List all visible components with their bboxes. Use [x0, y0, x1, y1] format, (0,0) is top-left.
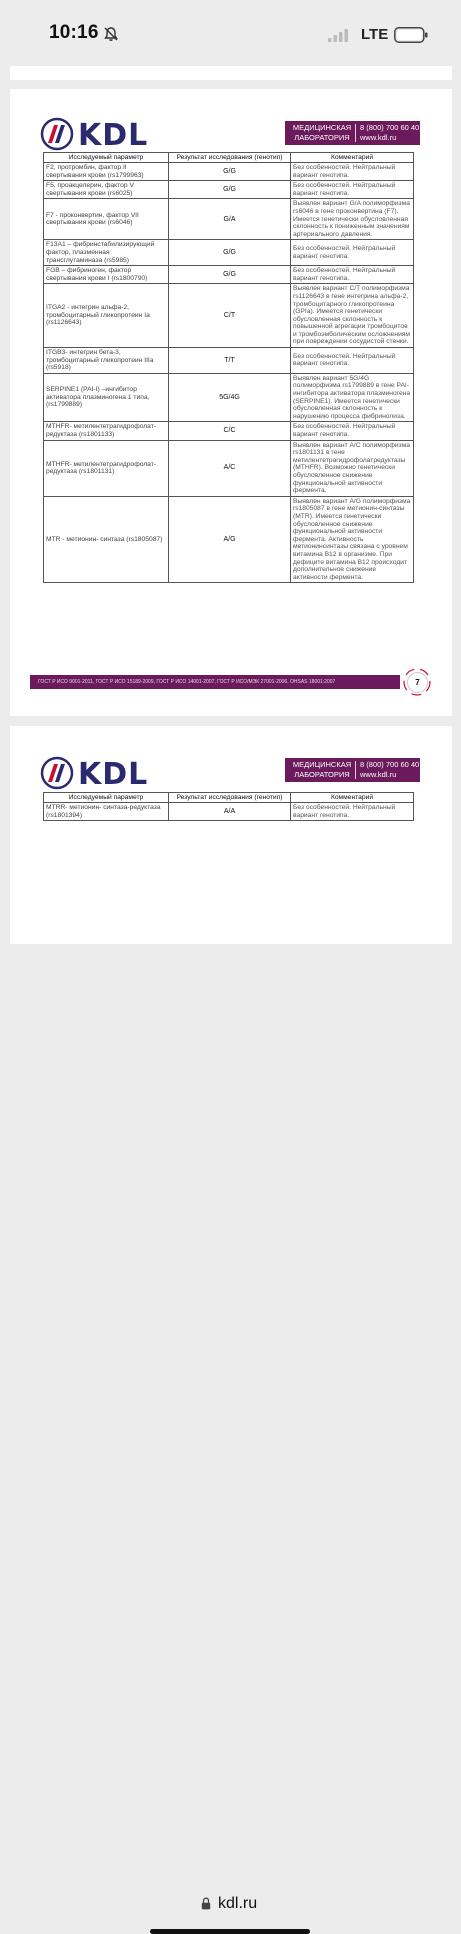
signal-icon [328, 29, 348, 42]
table-row [44, 348, 414, 374]
comment-cell: Без особенностей. Нейтральный вариант генотипа. [291, 163, 414, 181]
divider [355, 761, 356, 779]
browser-address-bar[interactable] [0, 944, 461, 1912]
column-header: Результат исследования (генотип) [169, 793, 291, 803]
battery-icon [394, 27, 428, 43]
param-cell: MTHFR- метилентетрагидрофолат-редуктаза (rs1801131) [44, 440, 169, 496]
lab-contacts [360, 760, 420, 780]
result-cell: C/T [169, 284, 291, 348]
param-cell: MTRR- метионин- синтаза-редуктаза (rs1801394) [44, 803, 169, 821]
lock-icon [201, 1897, 211, 1910]
document-page-previous [10, 66, 452, 80]
comment-cell: Без особенностей. Нейтральный вариант генотипа. [291, 803, 414, 821]
comment-cell: Без особенностей. Нейтральный вариант генотипа. [291, 266, 414, 284]
logo-text: KDL [78, 757, 149, 792]
param-cell: F5, проакцелерин, фактор V свертывания крови (rs6025) [44, 181, 169, 199]
status-time: 10:16 [49, 22, 99, 43]
document-page[interactable] [10, 89, 452, 716]
footer-standards: ГОСТ Р ИСО 9001-2011, ГОСТ Р ИСО 15189-2009, ГОСТ Р ИСО 14001-2007, ГОСТ Р ИСО/МЭК 27001-2006, OHSAS 18001:2007 [30, 675, 400, 689]
param-cell: MTHFR- метилентетрагидрофолат-редуктаза (rs1801133) [44, 422, 169, 440]
kdl-logo [40, 756, 149, 792]
param-cell: F7 - проконвертин, фактор VII свертывания крови (rs6046) [44, 199, 169, 240]
table-row [44, 440, 414, 496]
param-cell: F2, протромбин, фактор II свертывания крови (rs1799963) [44, 163, 169, 181]
network-type: LTE [361, 26, 389, 43]
comment-cell: Выявлен вариант G/A полиморфизма rs6046 в гене проконвертина (F7). Имеется генетически обусловленная склонность к пониженным значениям артериального давления. [291, 199, 414, 240]
comment-cell: Без особенностей. Нейтральный вариант генотипа. [291, 422, 414, 440]
result-cell: G/A [169, 199, 291, 240]
page-number: 7 [407, 672, 428, 693]
result-cell: A/C [169, 440, 291, 496]
results-table [43, 792, 414, 821]
table-row [44, 181, 414, 199]
result-cell: G/G [169, 163, 291, 181]
comment-cell: Выявлен вариант C/T полиморфизма rs1126643 в гене интегрина альфа-2, тромбоцитарного гликопротеина (GPIa). Имеется генетически обусловленная склонность к повышенной агрегации тромбоцитов и тромбоэмболическим осложнениям при повреждении сосудистой стенки. [291, 284, 414, 348]
param-cell: MTR - метионин- синтаза (rs1805087) [44, 496, 169, 583]
lab-contacts [360, 123, 420, 143]
table-row [44, 496, 414, 583]
result-cell: G/G [169, 181, 291, 199]
param-cell: ITGA2 - интегрин альфа-2, тромбоцитарный гликопротеин Ia (rs1126643) [44, 284, 169, 348]
column-header: Комментарий [291, 793, 414, 803]
column-header: Исследуемый параметр [44, 793, 169, 803]
phone: 8 (800) 700 60 40 [360, 760, 420, 769]
lab-name: МЕДИЦИНСКАЯ ЛАБОРАТОРИЯ [292, 760, 352, 779]
comment-cell: Выявлен вариант A/G полиморфизма rs1805087 в гене метионин-синтазы (MTR). Имеется генетически обусловленное снижение функциональной активности фермента. Активность метионинсинтазы связана с уровнем витамина B12 в организме. При дефиците витамина B12 происходит дополнительное снижение активности фермента. [291, 496, 414, 583]
table-header-row [44, 153, 414, 163]
param-cell: SERPINE1 (PAI-I) –ингибитор активатора плазминогена 1 типа, (rs1799889) [44, 373, 169, 422]
home-indicator[interactable] [150, 1929, 310, 1934]
param-cell: F13A1 – фибринстабилизирующий фактор, плазменная трансглутаминаза (rs5985) [44, 240, 169, 266]
table-row [44, 199, 414, 240]
table-row [44, 240, 414, 266]
status-bar [0, 0, 461, 66]
param-cell: FGB – фибриноген, фактор свертывания крови I (rs1800790) [44, 266, 169, 284]
kdl-logo [40, 117, 149, 153]
result-cell: G/G [169, 240, 291, 266]
result-cell: A/A [169, 803, 291, 821]
kdl-logo-icon [40, 117, 74, 151]
table-row [44, 284, 414, 348]
comment-cell: Без особенностей. Нейтральный вариант генотипа. [291, 240, 414, 266]
result-cell: T/T [169, 348, 291, 374]
result-cell: 5G/4G [169, 373, 291, 422]
column-header: Комментарий [291, 153, 414, 163]
comment-cell: Выявлен вариант A/C полиморфизма rs1801131 в гене метилентетрагидрофолатредуктазы (MTHFR). Возможно генетически обусловленное снижение функциональной активности фермента. [291, 440, 414, 496]
document-page[interactable] [10, 726, 452, 944]
table-header-row [44, 793, 414, 803]
comment-cell: Без особенностей. Нейтральный вариант генотипа. [291, 348, 414, 374]
comment-cell: Без особенностей. Нейтральный вариант генотипа. [291, 181, 414, 199]
column-header: Результат исследования (генотип) [169, 153, 291, 163]
phone: 8 (800) 700 60 40 [360, 123, 420, 132]
table-row [44, 422, 414, 440]
kdl-logo-icon [40, 756, 74, 790]
table-row [44, 373, 414, 422]
bell-muted-icon [103, 26, 119, 42]
url-text[interactable]: kdl.ru [218, 1895, 258, 1912]
table-row [44, 163, 414, 181]
param-cell: ITGB3- интегрин бета-3, тромбоцитарный гликопротеин IIIa (rs5918) [44, 348, 169, 374]
lab-contact-box [285, 121, 420, 145]
column-header: Исследуемый параметр [44, 153, 169, 163]
comment-cell: Выявлен вариант 5G/4G полиморфизма rs1799889 в гене PAI-ингибитора активатора плазминогена (SERPINE1). Имеется генетически обусловленная склонность к нарушению процесса фибринолиза. [291, 373, 414, 422]
table-row [44, 803, 414, 821]
result-cell: G/G [169, 266, 291, 284]
result-cell: A/G [169, 496, 291, 583]
lab-contact-box [285, 758, 420, 782]
results-table [43, 152, 414, 583]
result-cell: C/C [169, 422, 291, 440]
logo-text: KDL [78, 118, 149, 153]
divider [355, 124, 356, 142]
table-row [44, 266, 414, 284]
website: www.kdl.ru [360, 770, 397, 779]
lab-name: МЕДИЦИНСКАЯ ЛАБОРАТОРИЯ [292, 123, 352, 142]
website: www.kdl.ru [360, 133, 397, 142]
